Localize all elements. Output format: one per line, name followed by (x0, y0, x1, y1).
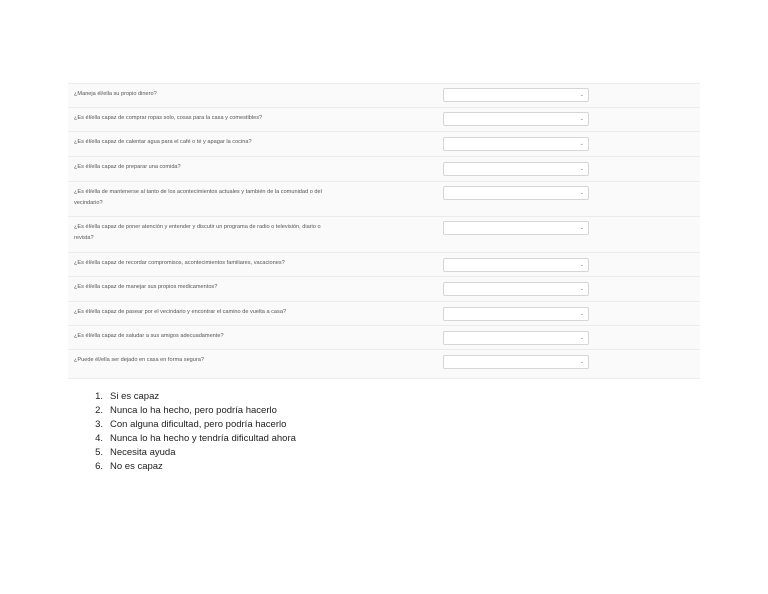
legend-number: 5. (95, 447, 103, 458)
legend-item (82, 432, 296, 446)
question-label: ¿Maneja él/ella su propio dinero? (74, 91, 157, 97)
chevron-down-icon: ⌄ (579, 311, 584, 317)
legend-number: 1. (95, 391, 103, 402)
question-row (68, 326, 700, 350)
question-row (68, 350, 700, 378)
legend-item (82, 446, 296, 460)
question-row (68, 108, 700, 132)
chevron-down-icon: ⌄ (579, 359, 584, 365)
chevron-down-icon: ⌄ (579, 286, 584, 292)
legend-item (82, 404, 296, 418)
legend-text: Nunca lo ha hecho y tendría dificultad ahora (110, 433, 296, 444)
legend-text: Necesita ayuda (110, 447, 176, 458)
question-row (68, 253, 700, 277)
legend-text: Si es capaz (110, 391, 160, 402)
question-row (68, 302, 700, 326)
answer-select[interactable] (443, 355, 589, 369)
question-label: ¿Es él/ella capaz de recordar compromisos, acontecimientos familiares, vacaciones? (74, 260, 285, 266)
answer-select[interactable] (443, 162, 589, 176)
chevron-down-icon: ⌄ (579, 141, 584, 147)
legend-number: 3. (95, 419, 103, 430)
questionnaire-form (68, 83, 700, 379)
question-label: ¿Es él/ella capaz de pasear por el vecindario y encontrar el camino de vuelta a casa? (74, 309, 287, 315)
chevron-down-icon: ⌄ (579, 262, 584, 268)
answer-select[interactable] (443, 282, 589, 296)
legend-number: 4. (95, 433, 103, 444)
legend-text: Con alguna dificultad, pero podría hacerlo (110, 419, 287, 430)
answer-legend (82, 390, 296, 474)
question-label: ¿Es él/ella capaz de poner atención y entender y discutir un programa de radio o televisión, diario o revista? (74, 224, 321, 241)
question-row (68, 182, 700, 217)
legend-number: 2. (95, 405, 103, 416)
legend-text: Nunca lo ha hecho, pero podría hacerlo (110, 405, 277, 416)
chevron-down-icon: ⌄ (579, 92, 584, 98)
question-row (68, 157, 700, 182)
answer-select[interactable] (443, 112, 589, 126)
chevron-down-icon: ⌄ (579, 116, 584, 122)
legend-item (82, 418, 296, 432)
question-label: ¿Puede él/ella ser dejado en casa en forma segura? (74, 357, 204, 363)
answer-select[interactable] (443, 331, 589, 345)
question-label: ¿Es él/ella capaz de manejar sus propios medicamentos? (74, 284, 218, 290)
answer-select[interactable] (443, 307, 589, 321)
question-row (68, 132, 700, 157)
chevron-down-icon: ⌄ (579, 335, 584, 341)
chevron-down-icon: ⌄ (579, 190, 584, 196)
question-row (68, 277, 700, 302)
answer-select[interactable] (443, 258, 589, 272)
legend-item (82, 460, 296, 474)
question-row (68, 217, 700, 253)
answer-select[interactable] (443, 137, 589, 151)
chevron-down-icon: ⌄ (579, 225, 584, 231)
question-label: ¿Es él/ella capaz de preparar una comida? (74, 164, 181, 170)
question-label: ¿Es él/ella de mantenerse al tanto de los acontecimientos actuales y también de la comunidad o del vecindario? (74, 189, 322, 206)
legend-number: 6. (95, 461, 103, 472)
question-row (68, 84, 700, 108)
answer-select[interactable] (443, 186, 589, 200)
chevron-down-icon: ⌄ (579, 166, 584, 172)
question-label: ¿Es él/ella capaz de comprar ropas solo, cosas para la casa y comestibles? (74, 115, 263, 121)
question-label: ¿Es él/ella capaz de saludar a sus amigos adecuadamente? (74, 333, 224, 339)
legend-text: No es capaz (110, 461, 163, 472)
question-label: ¿Es él/ella capaz de calentar agua para el café o té y apagar la cocina? (74, 139, 252, 145)
answer-select[interactable] (443, 88, 589, 102)
answer-select[interactable] (443, 221, 589, 235)
legend-item (82, 390, 296, 404)
